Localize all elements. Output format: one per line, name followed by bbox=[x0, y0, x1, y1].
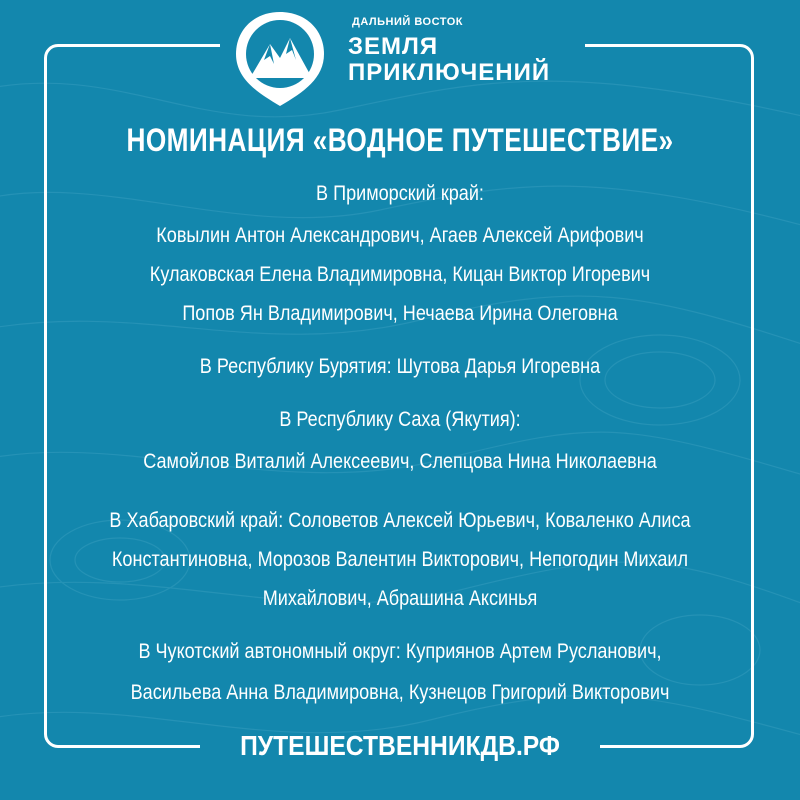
nomination-title: НОМИНАЦИЯ «ВОДНОЕ ПУТЕШЕСТВИЕ» bbox=[126, 122, 674, 158]
brand-tagline: ДАЛЬНИЙ ВОСТОК bbox=[352, 16, 463, 28]
names-line: Васильева Анна Владимировна, Кузнецов Григорий Викторович bbox=[130, 681, 670, 704]
names-line: Константиновна, Морозов Валентин Викторович, Непогодин Михаил bbox=[111, 548, 689, 571]
names-line: Кулаковская Елена Владимировна, Кицан Виктор Игоревич bbox=[149, 263, 651, 286]
brand-name-line1: ЗЕМЛЯ bbox=[348, 33, 439, 60]
names-line: Попов Ян Владимирович, Нечаева Ирина Олеговна bbox=[182, 302, 618, 325]
region-line: В Чукотский автономный округ: Куприянов Артем Русланович, bbox=[138, 640, 662, 663]
names-line: Ковылин Антон Александрович, Агаев Алексей Арифович bbox=[156, 224, 644, 247]
brand-block bbox=[348, 16, 598, 86]
region-line: В Республику Саха (Якутия): bbox=[279, 408, 521, 431]
names-line: Самойлов Виталий Алексеевич, Слепцова Нина Николаевна bbox=[143, 450, 657, 473]
region-line: В Приморский край: bbox=[316, 182, 484, 205]
names-line: Михайлович, Абрашина Аксинья bbox=[262, 587, 538, 610]
website-link[interactable]: ПУТЕШЕСТВЕННИКДВ.РФ bbox=[240, 730, 560, 761]
region-line: В Хабаровский край: Соловетов Алексей Юрьевич, Коваленко Алиса bbox=[109, 509, 691, 532]
brand-name-line2: ПРИКЛЮЧЕНИЙ bbox=[348, 59, 551, 86]
mountain-badge-icon bbox=[230, 8, 330, 108]
region-line: В Республику Бурятия: Шутова Дарья Игоревна bbox=[199, 355, 601, 378]
